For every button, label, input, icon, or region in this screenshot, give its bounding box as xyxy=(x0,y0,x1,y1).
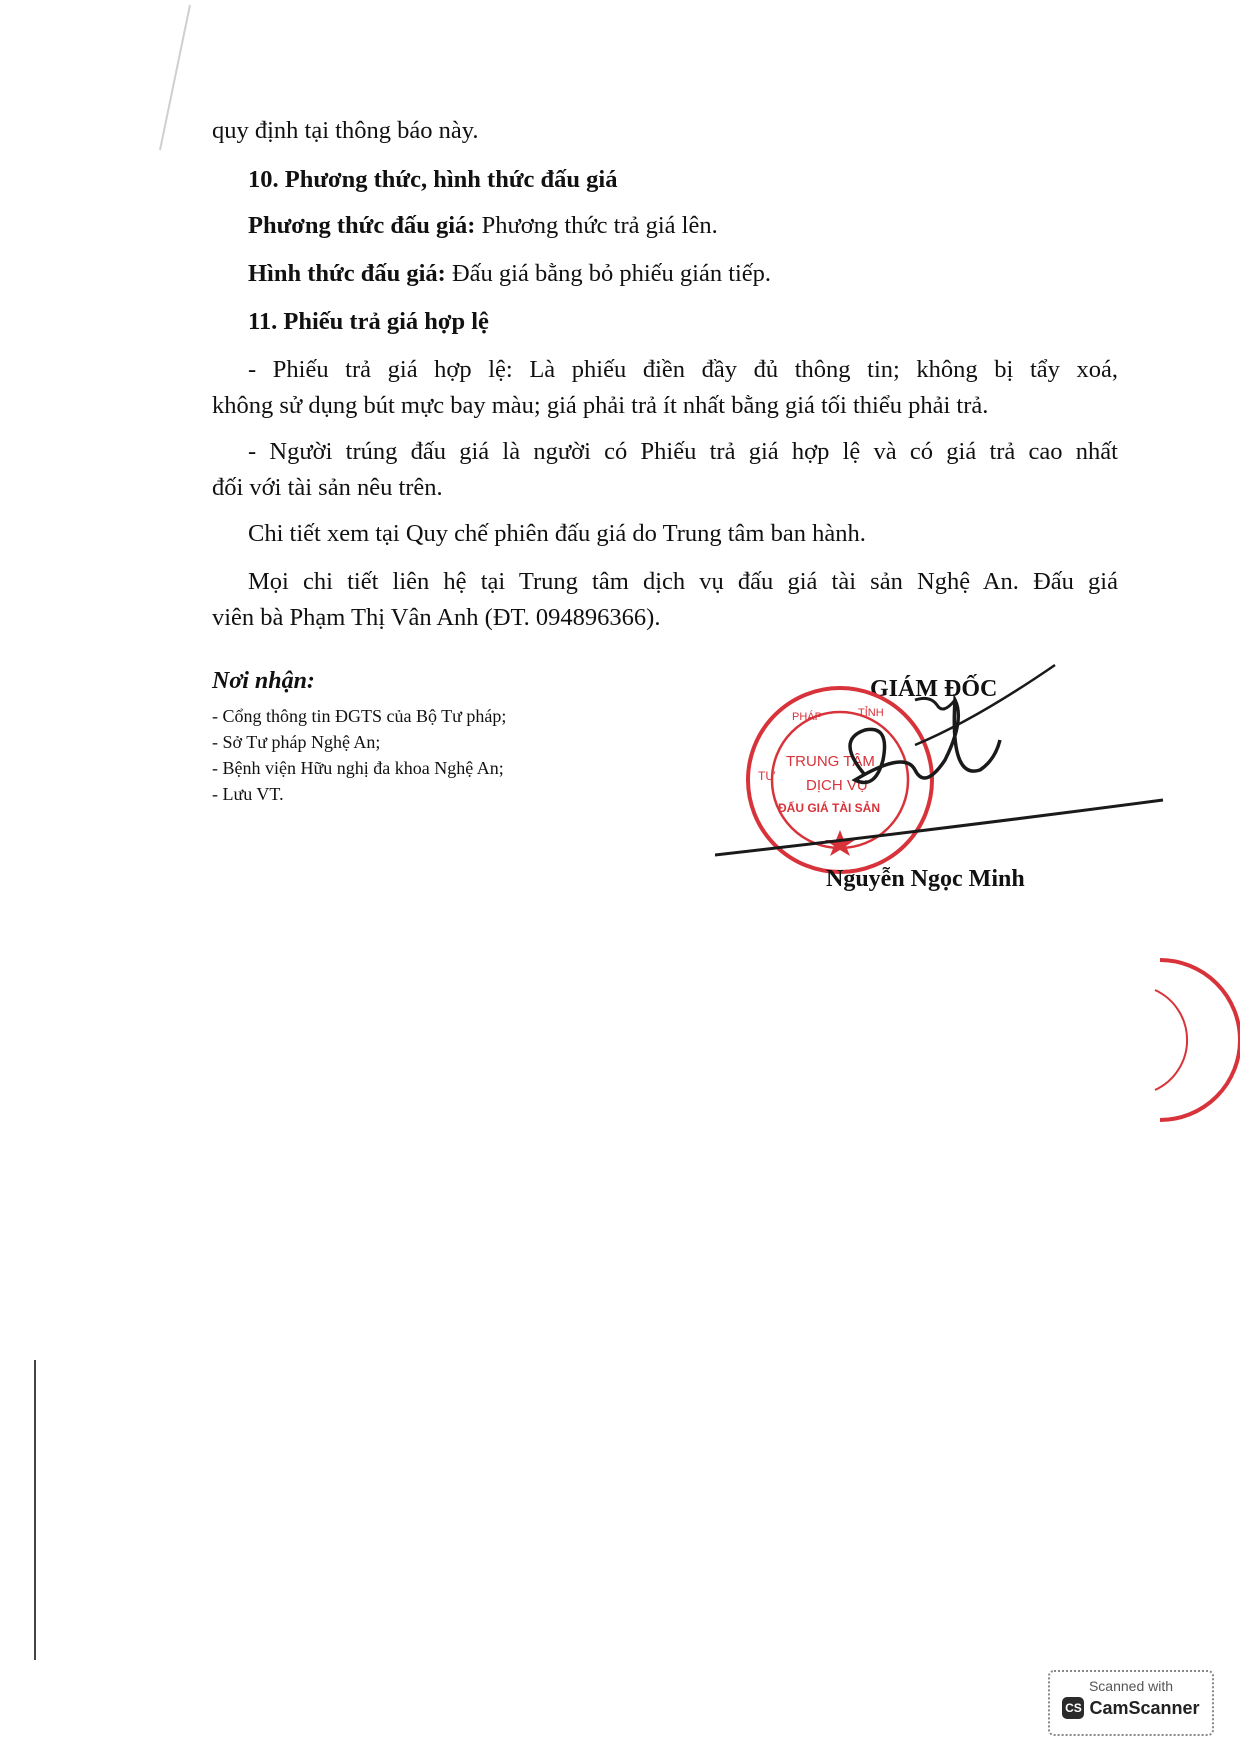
recipients-title: Nơi nhận: xyxy=(212,668,315,694)
seal-ring-left: TƯ xyxy=(758,769,776,783)
partial-seal xyxy=(1150,950,1240,1130)
watermark-brand-row xyxy=(1050,1697,1212,1719)
valid-bid-line-2: không sử dụng bút mực bay màu; giá phải trả ít nhất bằng giá tối thiểu phải trả. xyxy=(212,392,989,419)
auction-method-value: Phương thức trả giá lên. xyxy=(475,212,718,239)
recipient-item: - Cổng thông tin ĐGTS của Bộ Tư pháp; xyxy=(212,706,507,726)
winner-line-2: đối với tài sản nêu trên. xyxy=(212,474,443,501)
seal-line-2: DỊCH VỤ xyxy=(806,777,868,794)
valid-bid-line-1: - Phiếu trả giá hợp lệ: Là phiếu điền đầy đủ thông tin; không bị tẩy xoá, xyxy=(248,356,1118,383)
auction-form-label: Hình thức đấu giá: xyxy=(248,260,446,287)
winner-line-1: - Người trúng đấu giá là người có Phiếu trả giá hợp lệ và có giá trả cao nhất xyxy=(248,438,1118,465)
recipient-item: - Bệnh viện Hữu nghị đa khoa Nghệ An; xyxy=(212,758,504,778)
signer-name: Nguyễn Ngọc Minh xyxy=(826,866,1025,892)
scan-edge-mark xyxy=(140,0,200,160)
watermark-brand: CamScanner xyxy=(1089,1697,1200,1718)
seal-line-1: TRUNG TÂM xyxy=(786,753,875,770)
signer-title: GIÁM ĐỐC xyxy=(870,676,998,702)
recipient-item: - Lưu VT. xyxy=(212,784,284,804)
seal-line-3: ĐẤU GIÁ TÀI SẢN xyxy=(778,801,880,815)
auction-form-value: Đấu giá bằng bỏ phiếu gián tiếp. xyxy=(445,260,772,287)
watermark-top-text: Scanned with xyxy=(1088,1678,1174,1694)
section-11-title: 11. Phiếu trả giá hợp lệ xyxy=(248,308,489,335)
auction-method-line xyxy=(248,210,718,242)
recipient-item: - Sở Tư pháp Nghệ An; xyxy=(212,732,381,752)
camscanner-watermark xyxy=(1048,1670,1214,1736)
auction-form-line xyxy=(248,258,771,290)
seal-ring-top: PHÁP xyxy=(792,711,822,723)
contact-line-1: Mọi chi tiết liên hệ tại Trung tâm dịch vụ đấu giá tài sản Nghệ An. Đấu giá xyxy=(248,568,1118,595)
body-line-1: quy định tại thông báo này. xyxy=(212,117,479,144)
handwritten-signature xyxy=(715,660,1195,890)
auction-method-label: Phương thức đấu giá: xyxy=(248,212,476,239)
camscanner-logo-icon: CS xyxy=(1062,1697,1084,1719)
contact-line-2: viên bà Phạm Thị Vân Anh (ĐT. 094896366). xyxy=(212,604,661,631)
scan-edge-line xyxy=(34,1360,36,1660)
detail-line: Chi tiết xem tại Quy chế phiên đấu giá do Trung tâm ban hành. xyxy=(248,520,866,547)
section-10-title: 10. Phương thức, hình thức đấu giá xyxy=(248,166,618,193)
seal-ring-right: TỈNH xyxy=(858,707,884,719)
